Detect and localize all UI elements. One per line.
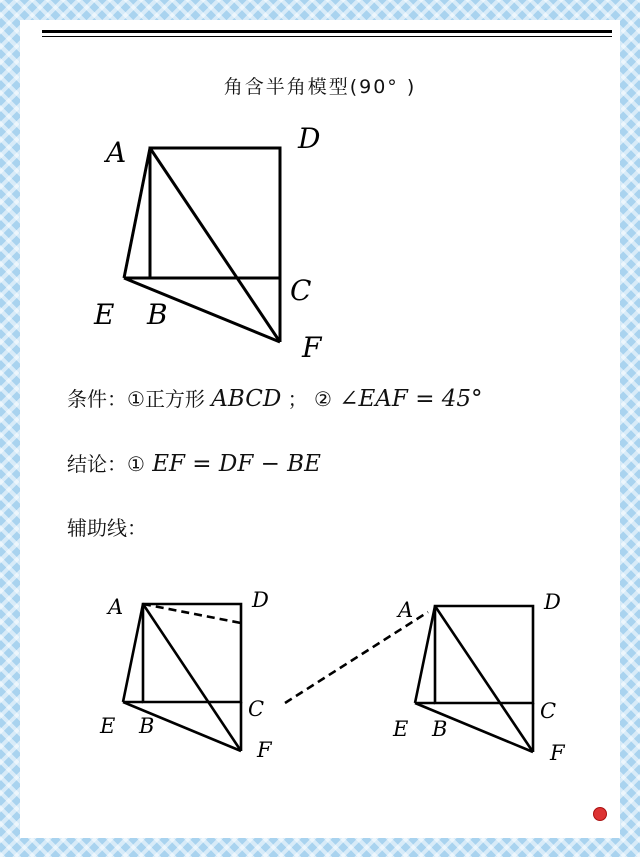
square-abcd <box>150 148 280 278</box>
conditions-prefix: 条件： <box>67 387 127 411</box>
label-b: B <box>147 298 168 331</box>
conclusion-line <box>67 448 321 477</box>
label-f-left: F <box>257 738 272 762</box>
conclusion-equation: EF = DF − BE <box>144 451 321 477</box>
label-c-left: C <box>248 697 265 721</box>
segment-ae-left <box>123 604 143 702</box>
square-name: ABCD <box>211 386 282 412</box>
label-a-left: A <box>108 595 124 619</box>
segment-af-left <box>143 604 241 751</box>
segment-ae-right <box>415 606 435 703</box>
label-e: E <box>94 298 115 331</box>
circled-one-icon: ① <box>127 387 145 411</box>
label-e-right: E <box>393 717 409 741</box>
label-c-right: C <box>540 699 557 723</box>
conclusion-prefix: 结论： <box>67 452 127 476</box>
conditions-text1: 正方形 <box>144 387 212 411</box>
label-d: D <box>298 122 321 155</box>
label-a-right: A <box>398 598 414 622</box>
label-d-left: D <box>252 588 269 612</box>
segment-af <box>150 148 280 342</box>
aux-line-label: 辅助线： <box>67 516 147 540</box>
square-abcd-right <box>435 606 533 703</box>
stamp-icon <box>593 807 607 821</box>
circled-one-icon: ① <box>127 452 145 476</box>
square-abcd-left <box>143 604 241 702</box>
label-c: C <box>290 274 312 307</box>
label-d-right: D <box>544 590 561 614</box>
circled-two-icon: ② <box>314 387 332 411</box>
segment-af-right <box>435 606 533 752</box>
label-e-left: E <box>100 714 116 738</box>
dashed-connector <box>285 612 428 703</box>
segment-ae <box>124 148 150 278</box>
label-b-left: B <box>139 714 155 738</box>
page-title: 角含半角模型(90° ) <box>223 76 417 98</box>
angle-condition: ∠EAF = 45° <box>331 386 483 412</box>
conditions-line <box>67 383 483 412</box>
label-b-right: B <box>432 717 448 741</box>
conditions-separator: ； <box>281 387 308 411</box>
label-a: A <box>106 136 127 169</box>
dashed-aux-line-left <box>143 604 241 623</box>
label-f-right: F <box>550 741 565 765</box>
label-f: F <box>302 331 322 364</box>
